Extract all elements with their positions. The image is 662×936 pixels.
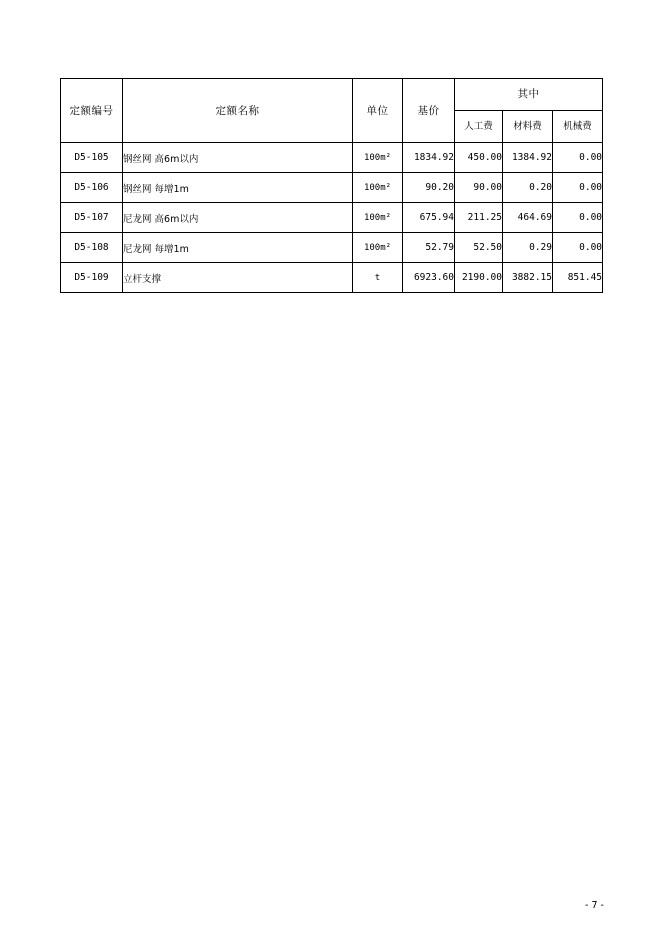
header-labor-cost: 人工费 (455, 111, 503, 143)
cell-base-price: 6923.60 (403, 263, 455, 293)
cell-machine: 0.00 (553, 173, 603, 203)
header-code: 定额编号 (61, 79, 123, 143)
cell-name: 立杆支撑 (123, 263, 353, 293)
cell-material: 464.69 (503, 203, 553, 233)
quota-rate-table (60, 78, 603, 293)
cell-labor: 2190.00 (455, 263, 503, 293)
table-row (61, 173, 603, 203)
cell-code: D5-106 (61, 173, 123, 203)
cell-unit: 100m² (353, 143, 403, 173)
cell-labor: 211.25 (455, 203, 503, 233)
table-row (61, 233, 603, 263)
cell-name: 钢丝网 每增1m (123, 173, 353, 203)
cell-name: 尼龙网 高6m以内 (123, 203, 353, 233)
cell-unit: 100m² (353, 233, 403, 263)
table-row (61, 203, 603, 233)
table-header (61, 79, 603, 143)
cell-base-price: 52.79 (403, 233, 455, 263)
cell-code: D5-109 (61, 263, 123, 293)
cell-machine: 851.45 (553, 263, 603, 293)
cell-labor: 450.00 (455, 143, 503, 173)
table-row (61, 263, 603, 293)
header-base-price: 基价 (403, 79, 455, 143)
rate-table-container (60, 78, 602, 293)
header-machine-cost: 机械费 (553, 111, 603, 143)
cell-labor: 52.50 (455, 233, 503, 263)
table-body (61, 143, 603, 293)
table-header-row-1 (61, 79, 603, 111)
cell-base-price: 675.94 (403, 203, 455, 233)
header-group-of-which: 其中 (455, 79, 603, 111)
header-unit: 单位 (353, 79, 403, 143)
cell-unit: 100m² (353, 203, 403, 233)
cell-name: 尼龙网 每增1m (123, 233, 353, 263)
cell-name: 钢丝网 高6m以内 (123, 143, 353, 173)
cell-code: D5-107 (61, 203, 123, 233)
cell-labor: 90.00 (455, 173, 503, 203)
cell-material: 0.20 (503, 173, 553, 203)
cell-unit: t (353, 263, 403, 293)
cell-material: 3882.15 (503, 263, 553, 293)
cell-material: 0.29 (503, 233, 553, 263)
cell-unit: 100m² (353, 173, 403, 203)
cell-machine: 0.00 (553, 203, 603, 233)
cell-machine: 0.00 (553, 233, 603, 263)
cell-material: 1384.92 (503, 143, 553, 173)
cell-code: D5-105 (61, 143, 123, 173)
page-number: - 7 - (585, 900, 604, 911)
cell-code: D5-108 (61, 233, 123, 263)
header-name: 定额名称 (123, 79, 353, 143)
cell-machine: 0.00 (553, 143, 603, 173)
cell-base-price: 90.20 (403, 173, 455, 203)
table-row (61, 143, 603, 173)
header-material-cost: 材料费 (503, 111, 553, 143)
cell-base-price: 1834.92 (403, 143, 455, 173)
